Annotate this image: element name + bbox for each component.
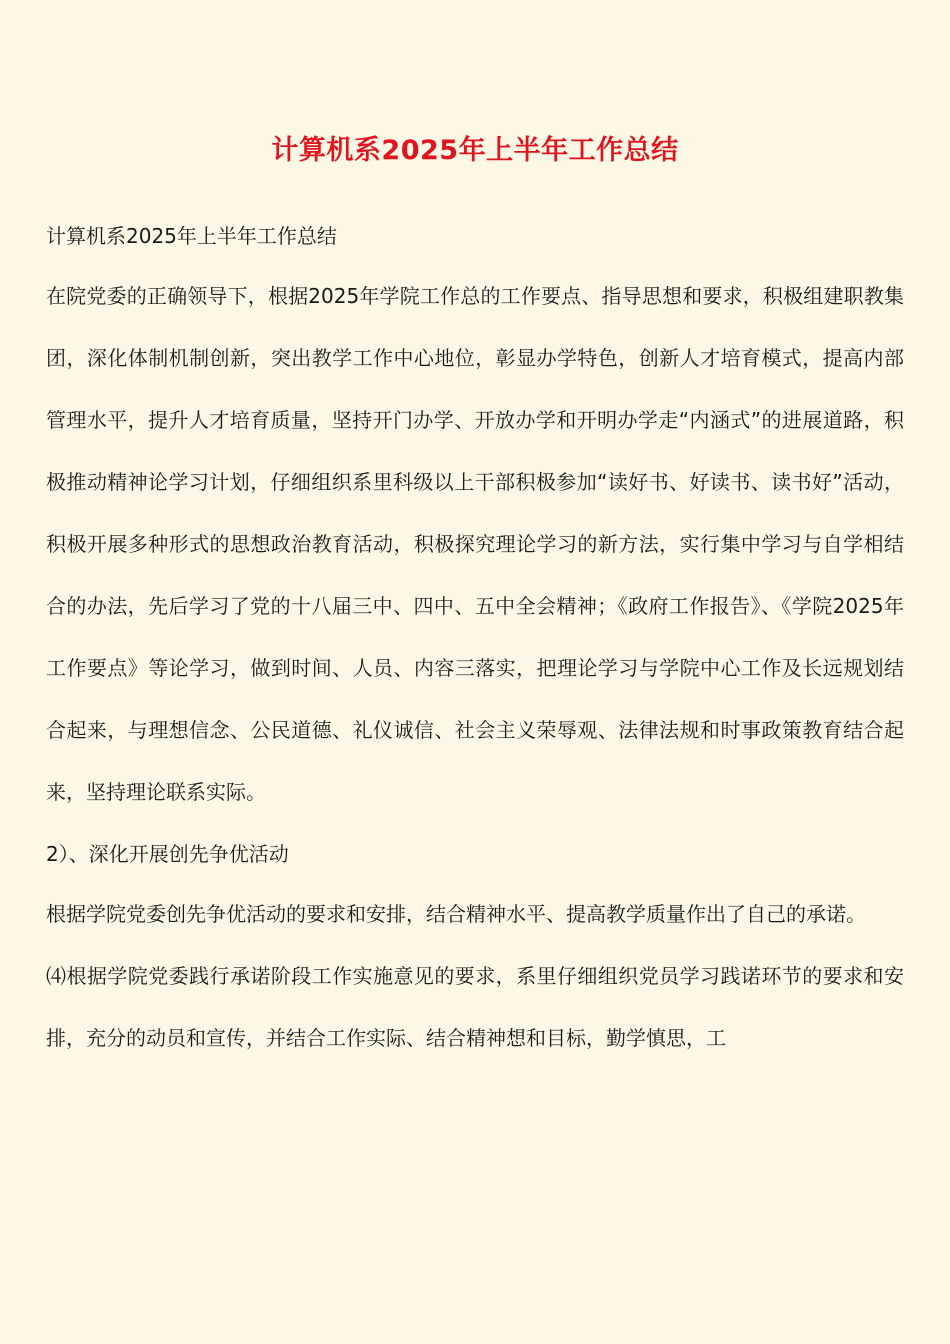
section-heading: 2）、深化开展创先争优活动 <box>46 842 289 866</box>
section-paragraph: 根据学院党委创先争优活动的要求和安排，结合精神水平、提高教学质量作出了自己的承诺。 <box>46 902 866 926</box>
body-paragraph: 在院党委的正确领导下，根据2025年学院工作总的工作要点、指导思想和要求，积极组建职教集团，深化体制机制创新，突出教学工作中心地位，彰显办学特色，创新人才培育模式，提高内部管理水平，提升人才培育质量，坚持开门办学、开放办学和开明办学走“内涵式”的进展道路，积极推动精神论学习计划，仔细组织系里科级以上干部积极参加“读好书、好读书、读书好”活动，积极开展多种形式的思想政治教育活动，积极探究理论学习的新方法，实行集中学习与自学相结合的办法，先后学习了党的十八届三中、四中、五中全会精神；《政府工作报告》、《学院2025年工作要点》等论学习，做到时间、人员、内容三落实，把理论学习与学院中心工作及长远规划结合起来，与理想信念、公民道德、礼仪诚信、社会主义荣辱观、法律法规和时事政策教育结合起来，坚持理论联系实际。 <box>46 284 904 804</box>
document-title: 计算机系2025年上半年工作总结 <box>271 135 679 166</box>
section-paragraph: ⑷根据学院党委践行承诺阶段工作实施意见的要求，系里仔细组织党员学习践诺环节的要求和安排，充分的动员和宣传，并结合工作实际、结合精神想和目标，勤学慎思，工 <box>46 964 904 1050</box>
document-subtitle: 计算机系2025年上半年工作总结 <box>46 224 337 248</box>
